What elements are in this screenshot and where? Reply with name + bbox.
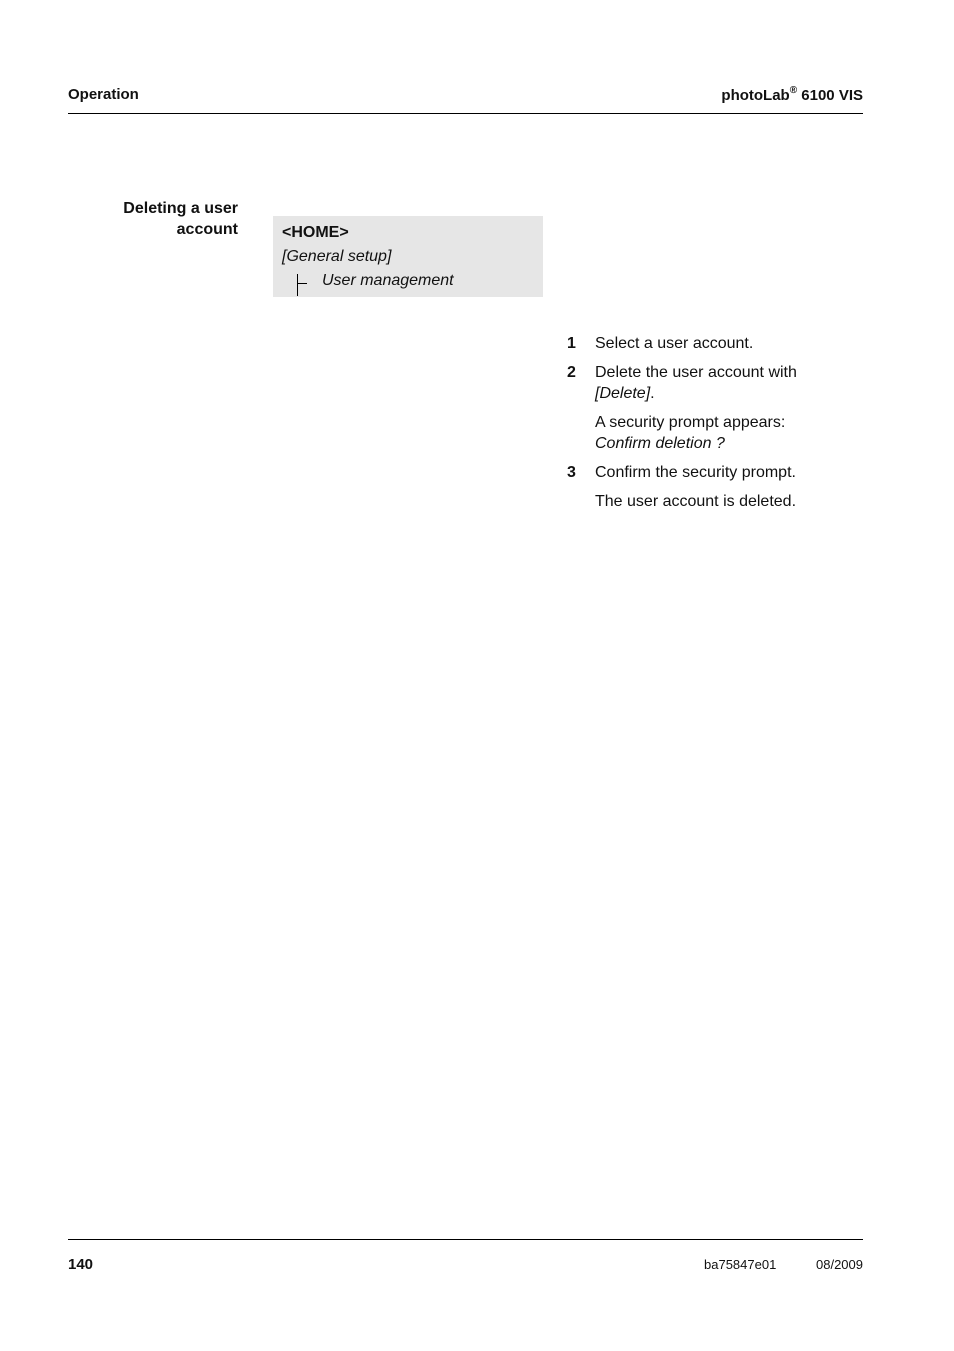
header-product-title <box>721 86 863 104</box>
navigation-path-box <box>273 216 543 297</box>
step-number: 2 <box>567 364 576 381</box>
delete-key-label: [Delete] <box>595 385 651 402</box>
nav-home-key: <HOME> <box>282 224 349 241</box>
step-number: 3 <box>567 464 576 481</box>
step-text: Delete the user account with <box>595 364 797 381</box>
step-2 <box>567 362 857 404</box>
document-date: 08/2009 <box>816 1257 863 1272</box>
nav-submenu-user-management: User management <box>322 272 454 289</box>
tree-branch-icon <box>297 274 309 296</box>
prompt-text: Confirm deletion ? <box>595 435 725 452</box>
page-number: 140 <box>68 1256 94 1273</box>
result-note: The user account is deleted. <box>595 493 797 510</box>
step-1 <box>567 333 857 354</box>
step-number: 1 <box>567 335 576 352</box>
security-prompt-note <box>567 412 857 454</box>
product-name: photoLab <box>721 87 790 104</box>
nav-menu-general-setup: [General setup] <box>282 248 392 265</box>
step-3 <box>567 462 857 483</box>
product-model: 6100 VIS <box>797 87 863 104</box>
document-code: ba75847e01 <box>704 1257 777 1272</box>
step-text-suffix: . <box>650 385 655 402</box>
section-heading: Deleting a user account <box>123 200 238 238</box>
instruction-steps <box>567 333 857 520</box>
header-section-title: Operation <box>68 86 139 103</box>
step-text: Select a user account. <box>595 335 754 352</box>
header-divider <box>68 113 863 114</box>
step-text: Confirm the security prompt. <box>595 464 796 481</box>
registered-mark: ® <box>789 85 798 96</box>
footer-divider <box>68 1239 863 1240</box>
prompt-intro: A security prompt appears: <box>595 414 786 431</box>
